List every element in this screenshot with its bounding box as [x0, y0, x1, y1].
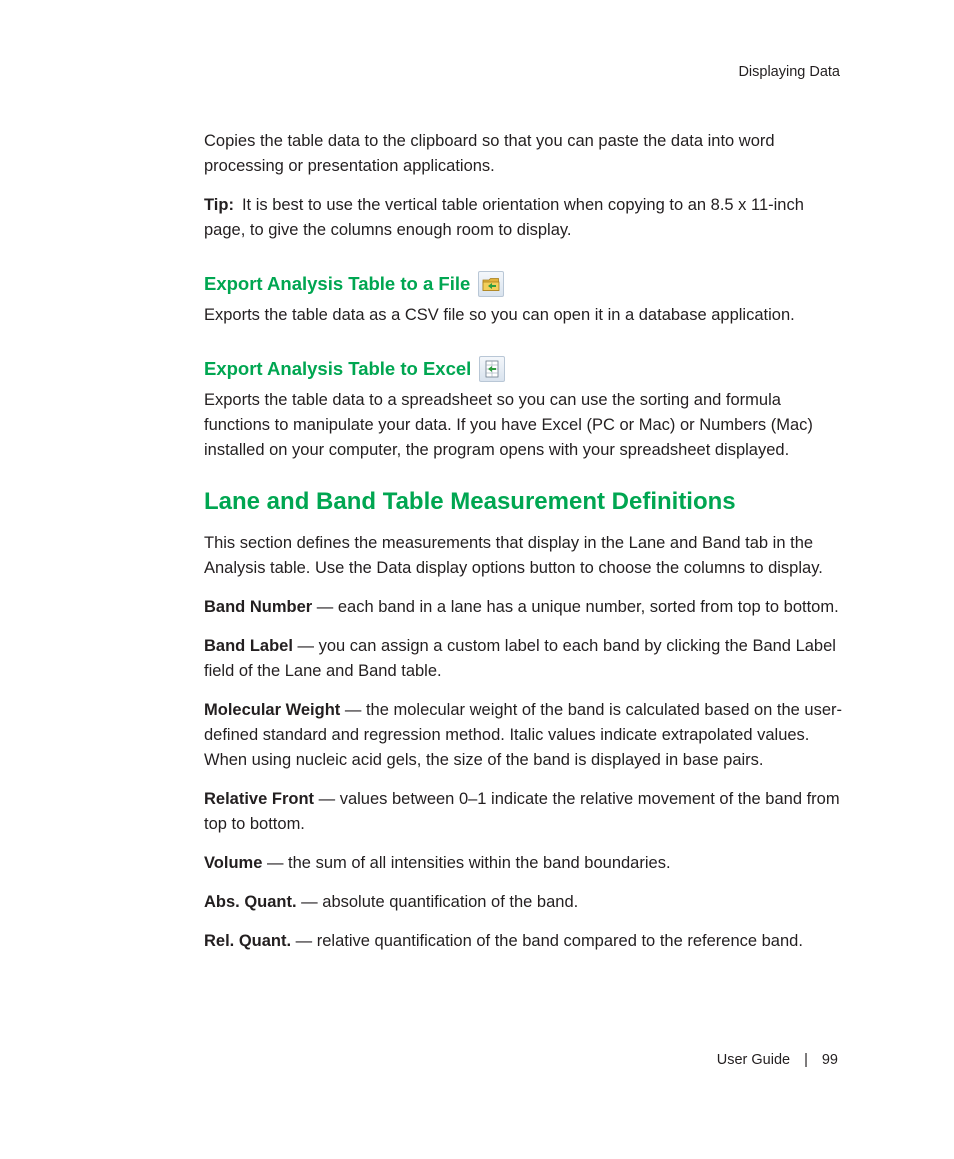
definition-term: Band Label: [204, 637, 293, 655]
tip-text: It is best to use the vertical table orientation when copying to an 8.5 x 11-inch page, to give the columns enough room to display.: [204, 196, 804, 239]
definition-text: — you can assign a custom label to each band by clicking the Band Label field of the Lane and Band table.: [204, 637, 836, 680]
page-footer: [717, 1052, 838, 1068]
folder-export-icon: [478, 271, 504, 297]
export-excel-heading-text: Export Analysis Table to Excel: [204, 358, 472, 379]
definition-abs-quant: [204, 890, 844, 915]
definition-term: Abs. Quant.: [204, 893, 297, 911]
page-content: [204, 129, 844, 954]
running-header: Displaying Data: [738, 64, 840, 80]
section-title: Lane and Band Table Measurement Definitions: [204, 488, 736, 515]
section-intro: This section defines the measurements that display in the Lane and Band tab in the Analysis table. Use the Data display options button to choose the columns to display.: [204, 534, 823, 577]
definition-term: Rel. Quant.: [204, 932, 292, 950]
definition-term: Band Number: [204, 598, 313, 616]
export-excel-body: Exports the table data to a spreadsheet so you can use the sorting and formula functions to manipulate your data. If you have Excel (PC or Mac) or Numbers (Mac) installed on your computer, the program opens with your spreadsheet displayed.: [204, 391, 813, 459]
definition-band-number: [204, 595, 844, 620]
definition-band-label: [204, 634, 844, 684]
definition-relative-front: [204, 787, 844, 837]
export-file-heading: [204, 269, 844, 299]
tip-paragraph: [204, 193, 844, 243]
footer-separator: |: [804, 1052, 808, 1068]
export-excel-heading: [204, 354, 844, 384]
definition-text: — the sum of all intensities within the band boundaries.: [262, 854, 671, 872]
tip-label: Tip:: [204, 196, 234, 214]
page-number: 99: [821, 1052, 838, 1068]
definition-text: — absolute quantification of the band.: [296, 893, 579, 911]
definition-text: — each band in a lane has a unique number, sorted from top to bottom.: [312, 598, 839, 616]
definition-rel-quant: [204, 929, 844, 954]
definition-molecular-weight: [204, 698, 844, 773]
definition-text: — the molecular weight of the band is calculated based on the user-defined standard and regression method. Italic values indicate extrapolated values. When using nucleic acid gels, the size of the band is displayed in base pairs.: [204, 701, 843, 769]
definition-term: Molecular Weight: [204, 701, 341, 719]
definition-text: — values between 0–1 indicate the relative movement of the band from top to bottom.: [204, 790, 840, 833]
footer-guide-title: User Guide: [716, 1052, 791, 1068]
export-file-heading-text: Export Analysis Table to a File: [204, 273, 471, 294]
definition-term: Relative Front: [204, 790, 315, 808]
definition-text: — relative quantification of the band compared to the reference band.: [291, 932, 803, 950]
intro-paragraph: Copies the table data to the clipboard so that you can paste the data into word processing or presentation applications.: [204, 132, 775, 175]
spreadsheet-export-icon: [479, 356, 505, 382]
definition-term: Volume: [204, 854, 263, 872]
definition-volume: [204, 851, 844, 876]
export-file-body: Exports the table data as a CSV file so you can open it in a database application.: [204, 306, 795, 324]
